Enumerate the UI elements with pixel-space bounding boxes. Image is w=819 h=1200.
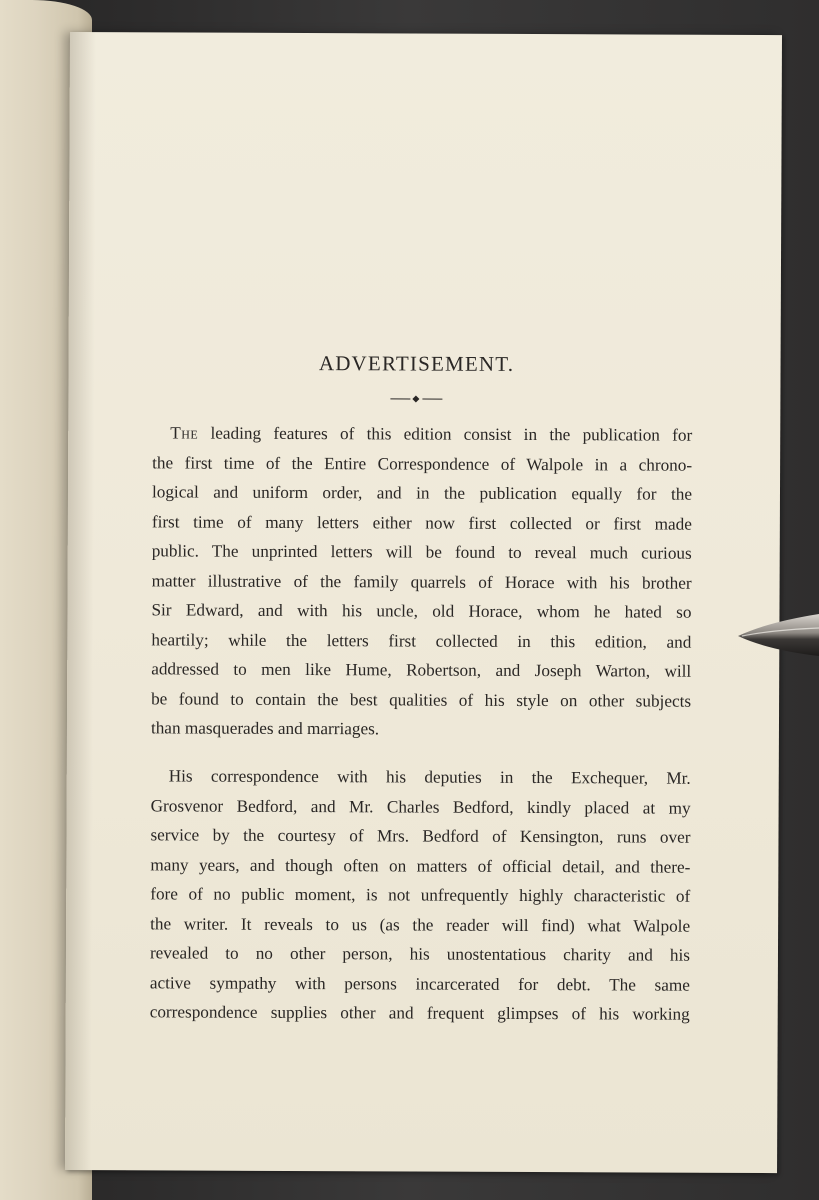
metal-bookmark-tip-icon <box>738 610 819 660</box>
paragraph-2 <box>150 761 691 1029</box>
paragraph-line: first time of many letters either now first collected or first made <box>151 511 692 534</box>
paragraph-line: many years, and though often on matters of official detail, and there- <box>150 854 691 877</box>
page-gutter-shadow <box>65 32 96 1170</box>
paragraph-line: than masquerades and marriages. <box>150 718 380 739</box>
paragraph-line: addressed to men like Hume, Robertson, and Joseph Warton, will <box>151 659 692 681</box>
lead-word: The <box>170 423 199 443</box>
paragraph-line: correspondence supplies other and frequent glimpses of his working <box>149 1002 690 1024</box>
paragraph-line: the first time of the Entire Correspondence of Walpole in a chrono- <box>152 452 693 475</box>
paragraph-line: heartily; while the letters first collected in this edition, and <box>151 629 692 652</box>
paragraph-line: the writer. It reveals to us (as the reader will find) what Walpole <box>150 913 691 936</box>
paragraph-line: Grosvenor Bedford, and Mr. Charles Bedford, kindly placed at my <box>150 795 691 818</box>
paragraph-line: service by the courtesy of Mrs. Bedford of Kensington, runs over <box>150 825 691 847</box>
book-page <box>65 32 782 1173</box>
paragraph-line: active sympathy with persons incarcerated for debt. The same <box>149 972 690 995</box>
rule-diamond-ornament-icon <box>390 395 442 403</box>
paragraph-line: fore of no public moment, is not unfrequently highly characteristic of <box>150 884 691 906</box>
paragraph-line: matter illustrative of the family quarrels of Horace with his brother <box>151 570 692 593</box>
paragraph-line: logical and uniform order, and in the publication equally for the <box>151 482 693 504</box>
paragraph-line: His correspondence with his deputies in the Exchequer, Mr. <box>168 766 691 788</box>
paragraph-1 <box>151 418 692 745</box>
paragraph-line: Sir Edward, and with his uncle, old Horace, whom he hated so <box>151 600 692 622</box>
paragraph-line: revealed to no other person, his unostentatious charity and his <box>149 943 691 965</box>
paragraph-line: public. The unprinted letters will be found to reveal much curious <box>151 541 692 563</box>
paragraph-line: be found to contain the best qualities of his style on other subjects <box>151 688 692 711</box>
page-heading: ADVERTISEMENT. <box>318 351 515 376</box>
paragraph-line: The leading features of this edition consist in the publication for <box>170 423 693 445</box>
